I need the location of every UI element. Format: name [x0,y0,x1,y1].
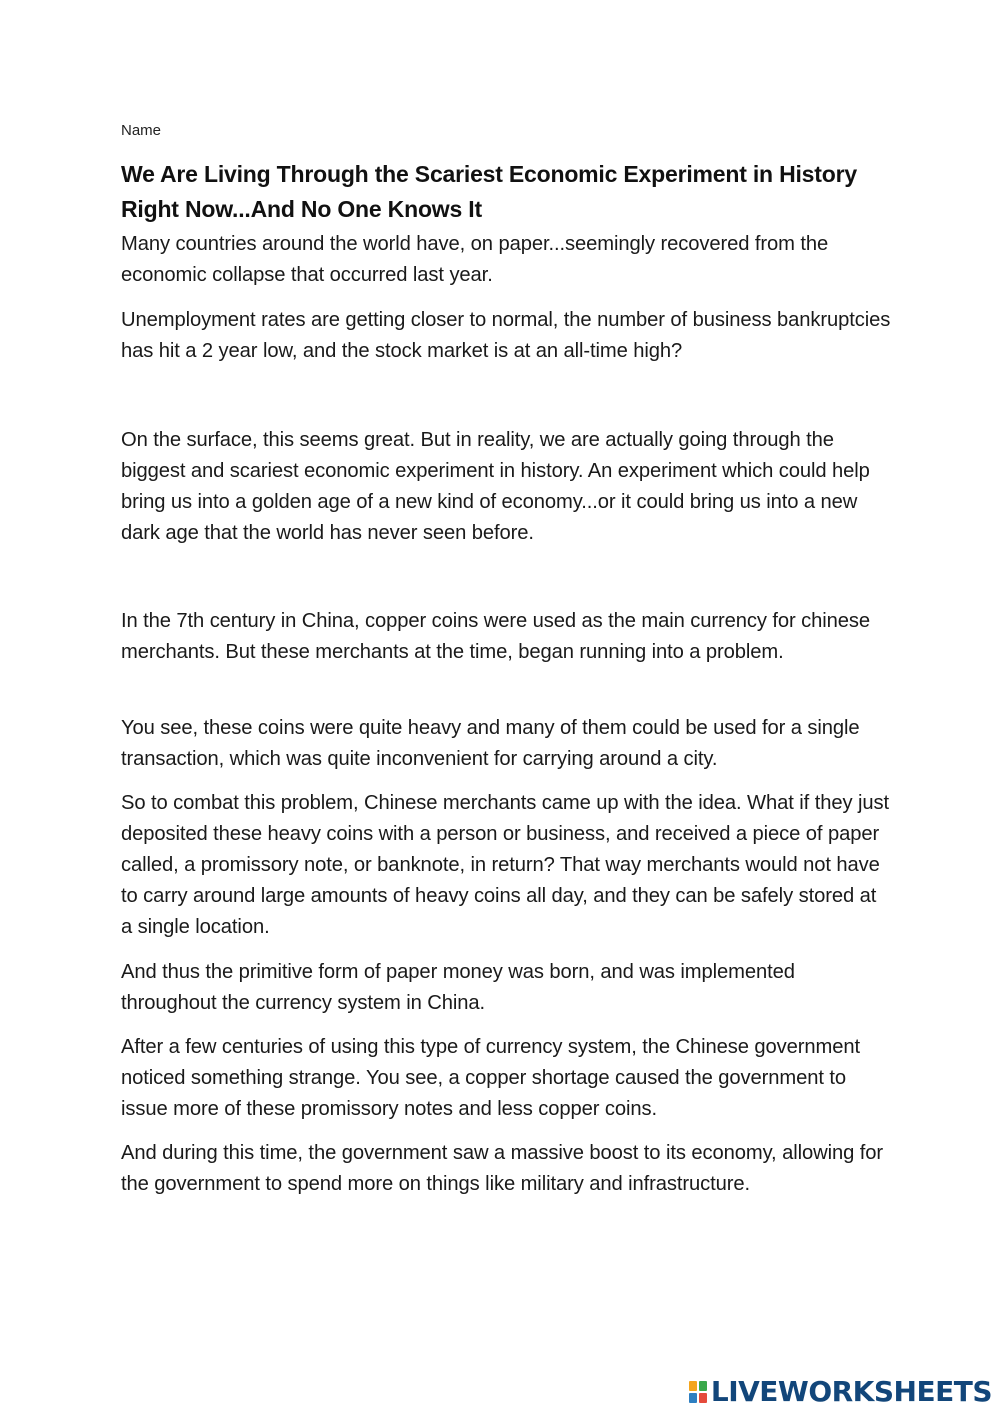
paragraph: And during this time, the government saw a massive boost to its economy, allowing for the government to spend more on things like military and infrastructure. [121,1142,883,1195]
paragraph: Many countries around the world have, on paper...seemingly recovered from the economic collapse that occurred last year. [121,233,829,286]
brand-wordmark: LIVEWORKSHEETS [710,1375,992,1408]
name-label: Name [121,122,162,139]
liveworksheets-logo-icon [689,1381,707,1403]
document-title: We Are Living Through the Scariest Economic Experiment in History Right Now...And No One Knows It [121,161,857,222]
paragraph: Unemployment rates are getting closer to normal, the number of business bankruptcies has hit a 2 year low, and the stock market is at an all-time high? [121,309,891,362]
paragraph: On the surface, this seems great. But in reality, we are actually going through the biggest and scariest economic experiment in history. An experiment which could help bring us into a golden age of a new kind of economy...or it could bring us into a new dark age that the world has never seen before. [121,429,870,544]
paragraph: In the 7th century in China, copper coins were used as the main currency for chinese merchants. But these merchants at the time, began running into a problem. [121,610,871,663]
paragraph: So to combat this problem, Chinese merchants came up with the idea. What if they just deposited these heavy coins with a person or business, and received a piece of paper called, a promissory note, or banknote, in return? That way merchants would not have to carry around large amounts of heavy coins all day, and they can be safely stored at a single location. [121,792,889,938]
paragraph: You see, these coins were quite heavy and many of them could be used for a single transaction, which was quite inconvenient for carrying around a city. [121,717,860,770]
paragraph: And thus the primitive form of paper money was born, and was implemented throughout the currency system in China. [121,961,795,1014]
paragraph: After a few centuries of using this type of currency system, the Chinese government noticed something strange. You see, a copper shortage caused the government to issue more of these promissory notes and less copper coins. [121,1036,860,1120]
liveworksheets-brand[interactable] [689,1376,992,1408]
